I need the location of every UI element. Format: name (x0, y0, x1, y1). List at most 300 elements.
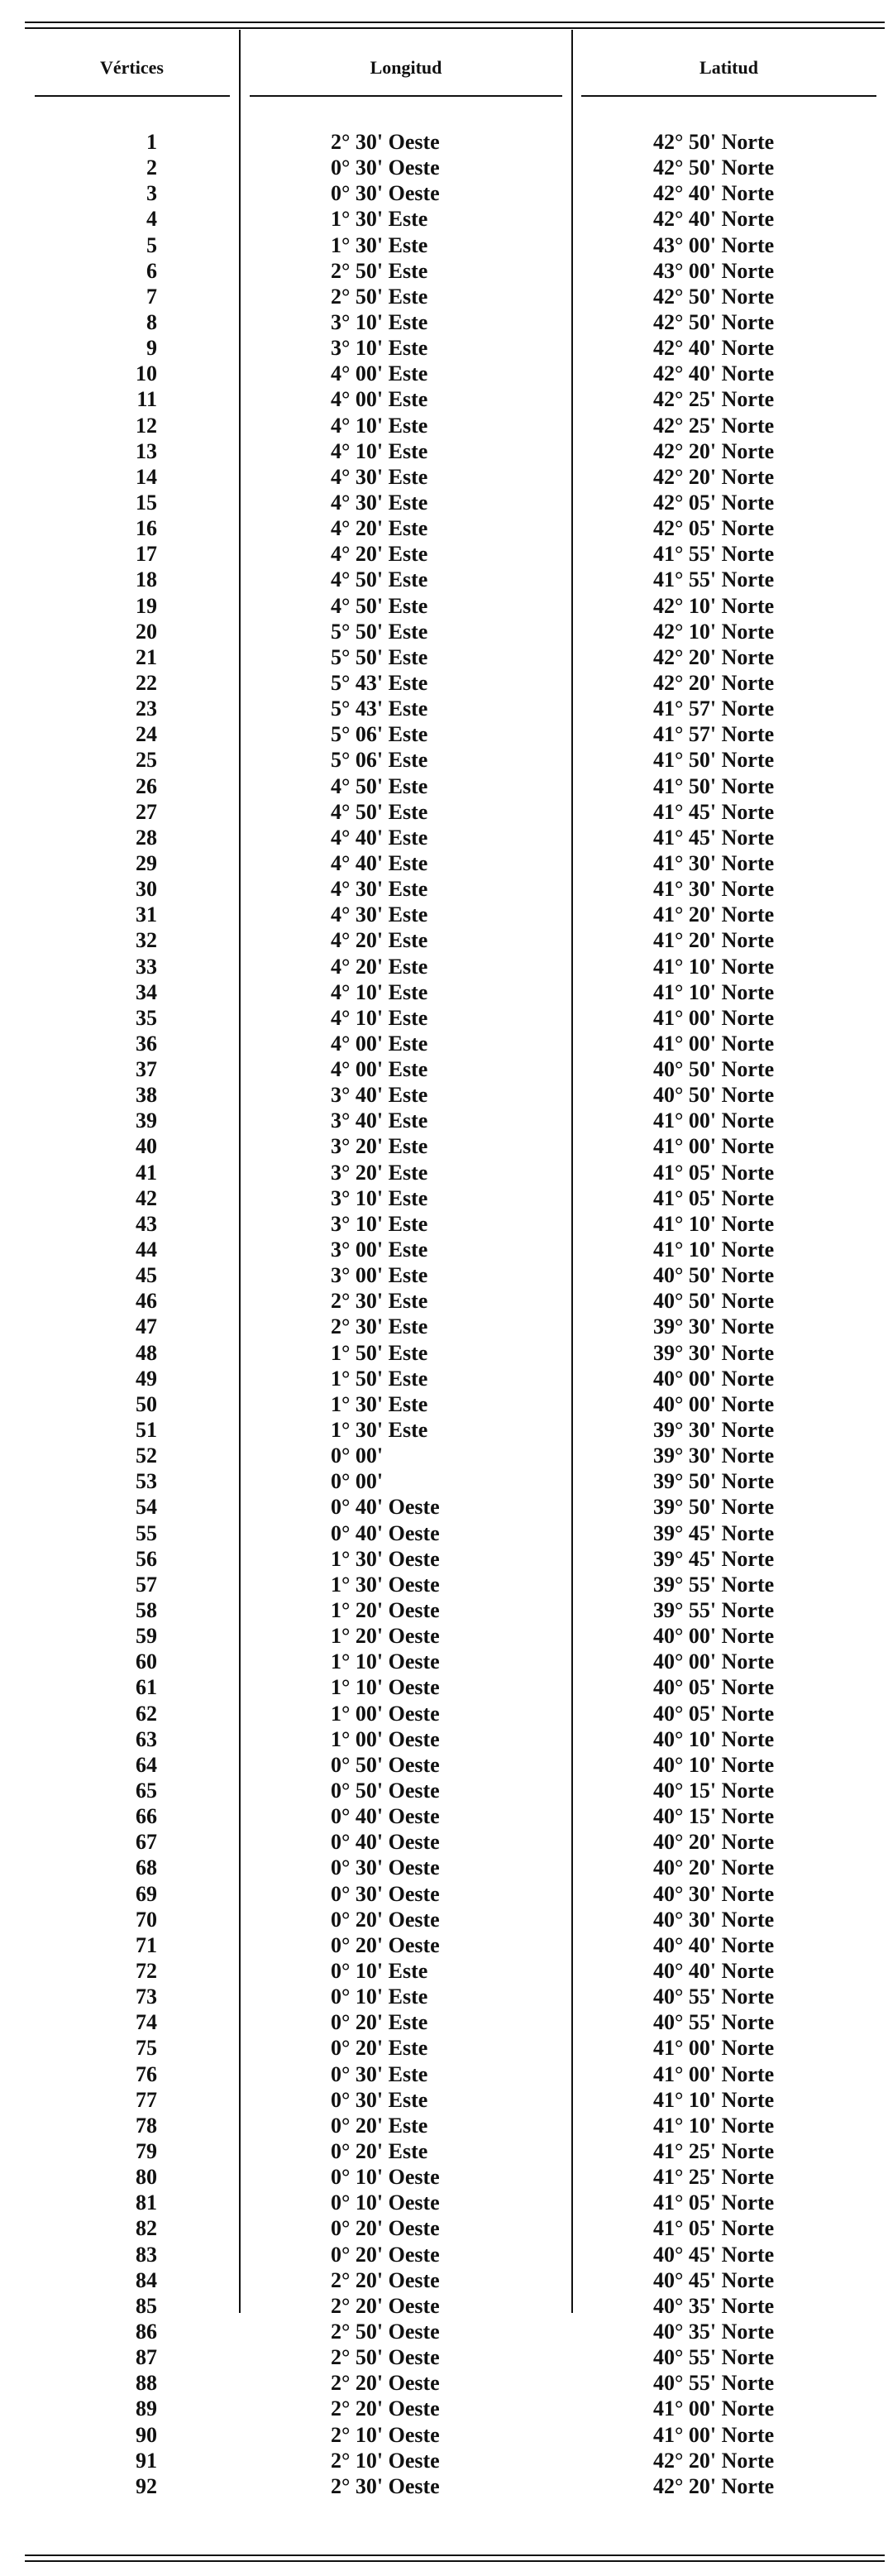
latitude-value: 42° 20' Norte (653, 2473, 775, 2498)
latitude-value: 41° 55' Norte (653, 567, 775, 592)
latitude-value: 40° 55' Norte (653, 1985, 775, 2009)
longitude-value: 5° 06' Este (331, 722, 428, 747)
header-vertices: Vértices (100, 57, 164, 78)
table-row (25, 2009, 885, 2035)
vertex-number: 54 (136, 1495, 157, 1520)
table-row (25, 1623, 885, 1649)
longitude-value: 2° 20' Oeste (331, 2396, 440, 2421)
vertex-number: 26 (136, 773, 157, 798)
latitude-value: 42° 40' Norte (653, 336, 775, 361)
header-rule-vertices (35, 95, 230, 97)
longitude-value: 4° 40' Este (331, 825, 428, 850)
longitude-value: 0° 20' Este (331, 2036, 428, 2061)
vertex-number: 59 (136, 1624, 157, 1649)
table-row (25, 1108, 885, 1133)
longitude-value: 5° 50' Este (331, 619, 428, 644)
vertex-number: 76 (136, 2061, 157, 2086)
table-row (25, 1237, 885, 1262)
vertex-number: 23 (136, 697, 157, 721)
longitude-value: 4° 10' Este (331, 1005, 428, 1030)
longitude-value: 1° 20' Oeste (331, 1624, 440, 1649)
table-row (25, 232, 885, 258)
longitude-value: 3° 10' Este (331, 309, 428, 334)
latitude-value: 42° 25' Norte (653, 413, 775, 438)
latitude-value: 42° 50' Norte (653, 284, 775, 309)
table-row (25, 284, 885, 309)
latitude-value: 41° 10' Norte (653, 1211, 775, 1236)
table-row (25, 1031, 885, 1056)
longitude-value: 1° 50' Este (331, 1340, 428, 1365)
longitude-value: 0° 30' Oeste (331, 1881, 440, 1906)
longitude-value: 4° 10' Este (331, 438, 428, 463)
latitude-value: 40° 10' Norte (653, 1752, 775, 1777)
latitude-value: 41° 05' Norte (653, 2191, 775, 2215)
longitude-value: 4° 20' Este (331, 542, 428, 567)
vertex-number: 61 (136, 1675, 157, 1700)
latitude-value: 40° 00' Norte (653, 1650, 775, 1674)
vertex-number: 8 (146, 309, 157, 334)
table-row (25, 670, 885, 696)
vertex-number: 51 (136, 1418, 157, 1443)
vertex-number: 53 (136, 1469, 157, 1494)
longitude-value: 2° 30' Oeste (331, 2473, 440, 2498)
table-row (25, 644, 885, 670)
vertex-number: 66 (136, 1804, 157, 1829)
latitude-value: 41° 05' Norte (653, 2216, 775, 2241)
longitude-value: 0° 10' Este (331, 1985, 428, 2009)
latitude-value: 39° 50' Norte (653, 1495, 775, 1520)
longitude-value: 4° 00' Este (331, 1057, 428, 1082)
longitude-value: 1° 30' Este (331, 1391, 428, 1416)
longitude-value: 0° 30' Este (331, 2087, 428, 2112)
table-row (25, 619, 885, 644)
table-row (25, 1649, 885, 1674)
vertex-number: 55 (136, 1520, 157, 1545)
latitude-value: 40° 30' Norte (653, 1907, 775, 1932)
table-row (25, 979, 885, 1005)
table-row (25, 2370, 885, 2396)
longitude-value: 4° 50' Este (331, 567, 428, 592)
vertex-number: 91 (136, 2448, 157, 2473)
table-row (25, 954, 885, 979)
latitude-value: 42° 10' Norte (653, 593, 775, 618)
vertex-number: 88 (136, 2371, 157, 2396)
longitude-value: 3° 10' Este (331, 1211, 428, 1236)
longitude-value: 2° 30' Oeste (331, 130, 440, 154)
vertex-number: 21 (136, 644, 157, 669)
longitude-value: 1° 30' Este (331, 1418, 428, 1443)
longitude-value: 4° 50' Este (331, 799, 428, 824)
longitude-value: 2° 50' Este (331, 258, 428, 283)
vertex-number: 1 (146, 130, 157, 154)
table-row (25, 1366, 885, 1391)
table-row (25, 155, 885, 180)
vertex-number: 39 (136, 1108, 157, 1133)
table-row (25, 2319, 885, 2344)
latitude-value: 41° 30' Norte (653, 850, 775, 875)
latitude-value: 41° 05' Norte (653, 1160, 775, 1185)
longitude-value: 0° 20' Oeste (331, 1932, 440, 1957)
table-row (25, 1340, 885, 1366)
longitude-value: 1° 50' Este (331, 1366, 428, 1391)
longitude-value: 3° 10' Este (331, 1185, 428, 1210)
table-row (25, 2267, 885, 2293)
latitude-value: 42° 25' Norte (653, 387, 775, 412)
vertex-number: 37 (136, 1057, 157, 1082)
table-row (25, 1056, 885, 1082)
table-row (25, 1881, 885, 1907)
vertex-number: 20 (136, 619, 157, 644)
vertex-number: 85 (136, 2293, 157, 2318)
longitude-value: 5° 06' Este (331, 748, 428, 773)
longitude-value: 3° 20' Este (331, 1160, 428, 1185)
vertex-number: 81 (136, 2191, 157, 2215)
longitude-value: 0° 40' Oeste (331, 1804, 440, 1829)
latitude-value: 42° 10' Norte (653, 619, 775, 644)
latitude-value: 40° 55' Norte (653, 2345, 775, 2370)
table-row (25, 206, 885, 232)
table-row (25, 825, 885, 850)
vertex-number: 36 (136, 1031, 157, 1056)
table-row (25, 2190, 885, 2215)
latitude-value: 39° 45' Norte (653, 1546, 775, 1571)
vertex-number: 60 (136, 1650, 157, 1674)
latitude-value: 42° 20' Norte (653, 644, 775, 669)
vertex-number: 28 (136, 825, 157, 850)
table-row (25, 515, 885, 541)
table-row (25, 2087, 885, 2113)
table-row (25, 1829, 885, 1855)
vertex-number: 62 (136, 1701, 157, 1726)
vertex-number: 75 (136, 2036, 157, 2061)
vertex-number: 70 (136, 1907, 157, 1932)
vertex-number: 50 (136, 1391, 157, 1416)
latitude-value: 42° 20' Norte (653, 2448, 775, 2473)
table-row (25, 1468, 885, 1494)
vertex-number: 80 (136, 2165, 157, 2190)
longitude-value: 2° 20' Oeste (331, 2267, 440, 2292)
longitude-value: 0° 20' Oeste (331, 2242, 440, 2267)
longitude-value: 1° 30' Este (331, 232, 428, 257)
vertex-number: 17 (136, 542, 157, 567)
table-row (25, 2473, 885, 2499)
vertex-number: 29 (136, 850, 157, 875)
latitude-value: 40° 50' Norte (653, 1289, 775, 1314)
vertex-number: 72 (136, 1958, 157, 1983)
table-row (25, 309, 885, 335)
vertex-number: 57 (136, 1572, 157, 1597)
header-latitud: Latitud (699, 57, 758, 78)
table-row (25, 1726, 885, 1752)
latitude-value: 41° 00' Norte (653, 2036, 775, 2061)
latitude-value: 41° 57' Norte (653, 722, 775, 747)
latitude-value: 39° 55' Norte (653, 1572, 775, 1597)
table-row (25, 2293, 885, 2319)
latitude-value: 42° 50' Norte (653, 156, 775, 180)
longitude-value: 4° 00' Este (331, 1031, 428, 1056)
vertex-number: 27 (136, 799, 157, 824)
longitude-value: 0° 40' Oeste (331, 1830, 440, 1855)
vertex-number: 43 (136, 1211, 157, 1236)
longitude-value: 2° 30' Este (331, 1289, 428, 1314)
longitude-value: 0° 30' Este (331, 2061, 428, 2086)
longitude-value: 2° 20' Oeste (331, 2371, 440, 2396)
latitude-value: 41° 05' Norte (653, 1185, 775, 1210)
latitude-value: 40° 50' Norte (653, 1263, 775, 1288)
vertex-number: 42 (136, 1185, 157, 1210)
latitude-value: 41° 00' Norte (653, 1005, 775, 1030)
vertex-number: 4 (146, 207, 157, 232)
table-row (25, 1005, 885, 1031)
table-row (25, 2113, 885, 2138)
latitude-value: 40° 05' Norte (653, 1701, 775, 1726)
longitude-value: 3° 40' Este (331, 1108, 428, 1133)
vertex-number: 83 (136, 2242, 157, 2267)
latitude-value: 41° 00' Norte (653, 2061, 775, 2086)
latitude-value: 41° 10' Norte (653, 954, 775, 979)
vertex-number: 31 (136, 903, 157, 927)
longitude-value: 1° 20' Oeste (331, 1598, 440, 1623)
longitude-value: 4° 20' Este (331, 954, 428, 979)
latitude-value: 40° 35' Norte (653, 2319, 775, 2344)
longitude-value: 0° 20' Este (331, 2010, 428, 2035)
latitude-value: 40° 00' Norte (653, 1391, 775, 1416)
table-row (25, 1314, 885, 1339)
longitude-value: 0° 30' Oeste (331, 156, 440, 180)
latitude-value: 42° 20' Norte (653, 670, 775, 695)
latitude-value: 40° 55' Norte (653, 2371, 775, 2396)
latitude-value: 42° 05' Norte (653, 516, 775, 541)
table-row (25, 876, 885, 902)
vertex-number: 45 (136, 1263, 157, 1288)
longitude-value: 0° 40' Oeste (331, 1520, 440, 1545)
latitude-value: 41° 00' Norte (653, 1108, 775, 1133)
latitude-value: 39° 30' Norte (653, 1418, 775, 1443)
latitude-value: 41° 45' Norte (653, 825, 775, 850)
table-row (25, 2061, 885, 2087)
longitude-value: 0° 00' (331, 1469, 384, 1494)
table-row (25, 1778, 885, 1803)
latitude-value: 39° 30' Norte (653, 1340, 775, 1365)
table-row (25, 1958, 885, 1984)
vertex-number: 35 (136, 1005, 157, 1030)
table-row (25, 2138, 885, 2164)
longitude-value: 1° 30' Oeste (331, 1546, 440, 1571)
vertex-number: 73 (136, 1985, 157, 2009)
table-row (25, 490, 885, 515)
longitude-value: 3° 10' Este (331, 336, 428, 361)
vertex-number: 2 (146, 156, 157, 180)
vertex-number: 92 (136, 2473, 157, 2498)
vertex-number: 48 (136, 1340, 157, 1365)
latitude-value: 40° 40' Norte (653, 1958, 775, 1983)
latitude-value: 42° 50' Norte (653, 130, 775, 154)
vertex-number: 67 (136, 1830, 157, 1855)
table-row (25, 1597, 885, 1623)
longitude-value: 0° 20' Este (331, 2113, 428, 2138)
table-row (25, 1133, 885, 1159)
vertex-number: 9 (146, 336, 157, 361)
latitude-value: 40° 20' Norte (653, 1855, 775, 1880)
table-row (25, 413, 885, 438)
vertex-number: 13 (136, 438, 157, 463)
table-row (25, 335, 885, 361)
vertex-number: 6 (146, 258, 157, 283)
latitude-value: 41° 50' Norte (653, 748, 775, 773)
latitude-value: 41° 20' Norte (653, 928, 775, 953)
vertex-number: 34 (136, 979, 157, 1004)
longitude-value: 4° 40' Este (331, 850, 428, 875)
vertex-number: 82 (136, 2216, 157, 2241)
table-row (25, 1932, 885, 1958)
table-row (25, 2242, 885, 2267)
table-body (25, 129, 885, 2499)
latitude-value: 41° 50' Norte (653, 773, 775, 798)
table-row (25, 721, 885, 747)
vertex-number: 89 (136, 2396, 157, 2421)
vertex-number: 41 (136, 1160, 157, 1185)
vertex-number: 22 (136, 670, 157, 695)
table-row (25, 2422, 885, 2448)
longitude-value: 0° 10' Este (331, 1958, 428, 1983)
table-row (25, 1494, 885, 1520)
vertex-number: 52 (136, 1444, 157, 1468)
longitude-value: 4° 10' Este (331, 979, 428, 1004)
table-row (25, 773, 885, 799)
vertex-number: 47 (136, 1314, 157, 1339)
vertex-number: 49 (136, 1366, 157, 1391)
table-row (25, 850, 885, 876)
table-row (25, 2448, 885, 2473)
vertex-number: 16 (136, 516, 157, 541)
latitude-value: 40° 45' Norte (653, 2267, 775, 2292)
latitude-value: 40° 35' Norte (653, 2293, 775, 2318)
latitude-value: 41° 10' Norte (653, 2113, 775, 2138)
table-row (25, 464, 885, 490)
latitude-value: 40° 55' Norte (653, 2010, 775, 2035)
vertex-number: 58 (136, 1598, 157, 1623)
top-rule-1 (25, 22, 885, 23)
vertex-number: 14 (136, 464, 157, 489)
latitude-value: 40° 50' Norte (653, 1083, 775, 1108)
longitude-value: 4° 30' Este (331, 490, 428, 515)
latitude-value: 42° 40' Norte (653, 181, 775, 206)
bottom-rule-1 (25, 2554, 885, 2556)
table-row (25, 1211, 885, 1237)
vertex-number: 11 (136, 387, 157, 412)
table-row (25, 258, 885, 284)
table-row (25, 1391, 885, 1417)
table-row (25, 129, 885, 155)
latitude-value: 41° 20' Norte (653, 903, 775, 927)
table-row (25, 180, 885, 206)
table-row (25, 386, 885, 412)
longitude-value: 3° 40' Este (331, 1083, 428, 1108)
vertex-number: 71 (136, 1932, 157, 1957)
latitude-value: 41° 00' Norte (653, 2422, 775, 2447)
latitude-value: 40° 00' Norte (653, 1624, 775, 1649)
longitude-value: 2° 50' Oeste (331, 2345, 440, 2370)
table-row (25, 1520, 885, 1546)
latitude-value: 40° 30' Norte (653, 1881, 775, 1906)
latitude-value: 40° 15' Norte (653, 1804, 775, 1829)
table-row (25, 2035, 885, 2061)
vertex-number: 19 (136, 593, 157, 618)
table-row (25, 541, 885, 567)
vertex-number: 56 (136, 1546, 157, 1571)
latitude-value: 41° 55' Norte (653, 542, 775, 567)
longitude-value: 2° 30' Este (331, 1314, 428, 1339)
latitude-value: 39° 45' Norte (653, 1520, 775, 1545)
longitude-value: 5° 43' Este (331, 697, 428, 721)
vertex-number: 15 (136, 490, 157, 515)
longitude-value: 2° 50' Oeste (331, 2319, 440, 2344)
table-row (25, 1907, 885, 1932)
longitude-value: 0° 20' Oeste (331, 2216, 440, 2241)
longitude-value: 1° 10' Oeste (331, 1650, 440, 1674)
vertex-number: 25 (136, 748, 157, 773)
table-row (25, 1803, 885, 1829)
vertex-number: 10 (136, 362, 157, 386)
longitude-value: 4° 00' Este (331, 362, 428, 386)
longitude-value: 4° 50' Este (331, 773, 428, 798)
vertex-number: 79 (136, 2138, 157, 2163)
longitude-value: 0° 30' Oeste (331, 181, 440, 206)
table-row (25, 1572, 885, 1597)
latitude-value: 41° 00' Norte (653, 2396, 775, 2421)
table-row (25, 696, 885, 721)
vertex-number: 64 (136, 1752, 157, 1777)
latitude-value: 41° 25' Norte (653, 2138, 775, 2163)
longitude-value: 4° 30' Este (331, 464, 428, 489)
header-longitud: Longitud (370, 57, 442, 78)
latitude-value: 40° 40' Norte (653, 1932, 775, 1957)
vertex-number: 74 (136, 2010, 157, 2035)
table-row (25, 902, 885, 927)
longitude-value: 5° 50' Este (331, 644, 428, 669)
longitude-value: 4° 50' Este (331, 593, 428, 618)
vertex-number: 12 (136, 413, 157, 438)
table-row (25, 1546, 885, 1572)
longitude-value: 3° 20' Este (331, 1134, 428, 1159)
longitude-value: 0° 10' Oeste (331, 2191, 440, 2215)
latitude-value: 41° 10' Norte (653, 979, 775, 1004)
vertex-number: 84 (136, 2267, 157, 2292)
table-row (25, 567, 885, 592)
header-rule-longitud (250, 95, 562, 97)
bottom-rule-2 (25, 2560, 885, 2562)
table-row (25, 361, 885, 386)
vertex-number: 78 (136, 2113, 157, 2138)
table-row (25, 1262, 885, 1288)
latitude-value: 43° 00' Norte (653, 232, 775, 257)
vertex-number: 46 (136, 1289, 157, 1314)
table-row (25, 2164, 885, 2190)
table-row (25, 438, 885, 464)
vertex-number: 86 (136, 2319, 157, 2344)
table-row (25, 1752, 885, 1778)
table-row (25, 593, 885, 619)
vertex-number: 18 (136, 567, 157, 592)
longitude-value: 4° 20' Este (331, 928, 428, 953)
header-rule-latitud (581, 95, 876, 97)
longitude-value: 1° 10' Oeste (331, 1675, 440, 1700)
latitude-value: 40° 10' Norte (653, 1726, 775, 1751)
vertex-number: 44 (136, 1238, 157, 1262)
latitude-value: 41° 00' Norte (653, 1031, 775, 1056)
longitude-value: 0° 50' Oeste (331, 1752, 440, 1777)
vertex-number: 87 (136, 2345, 157, 2370)
